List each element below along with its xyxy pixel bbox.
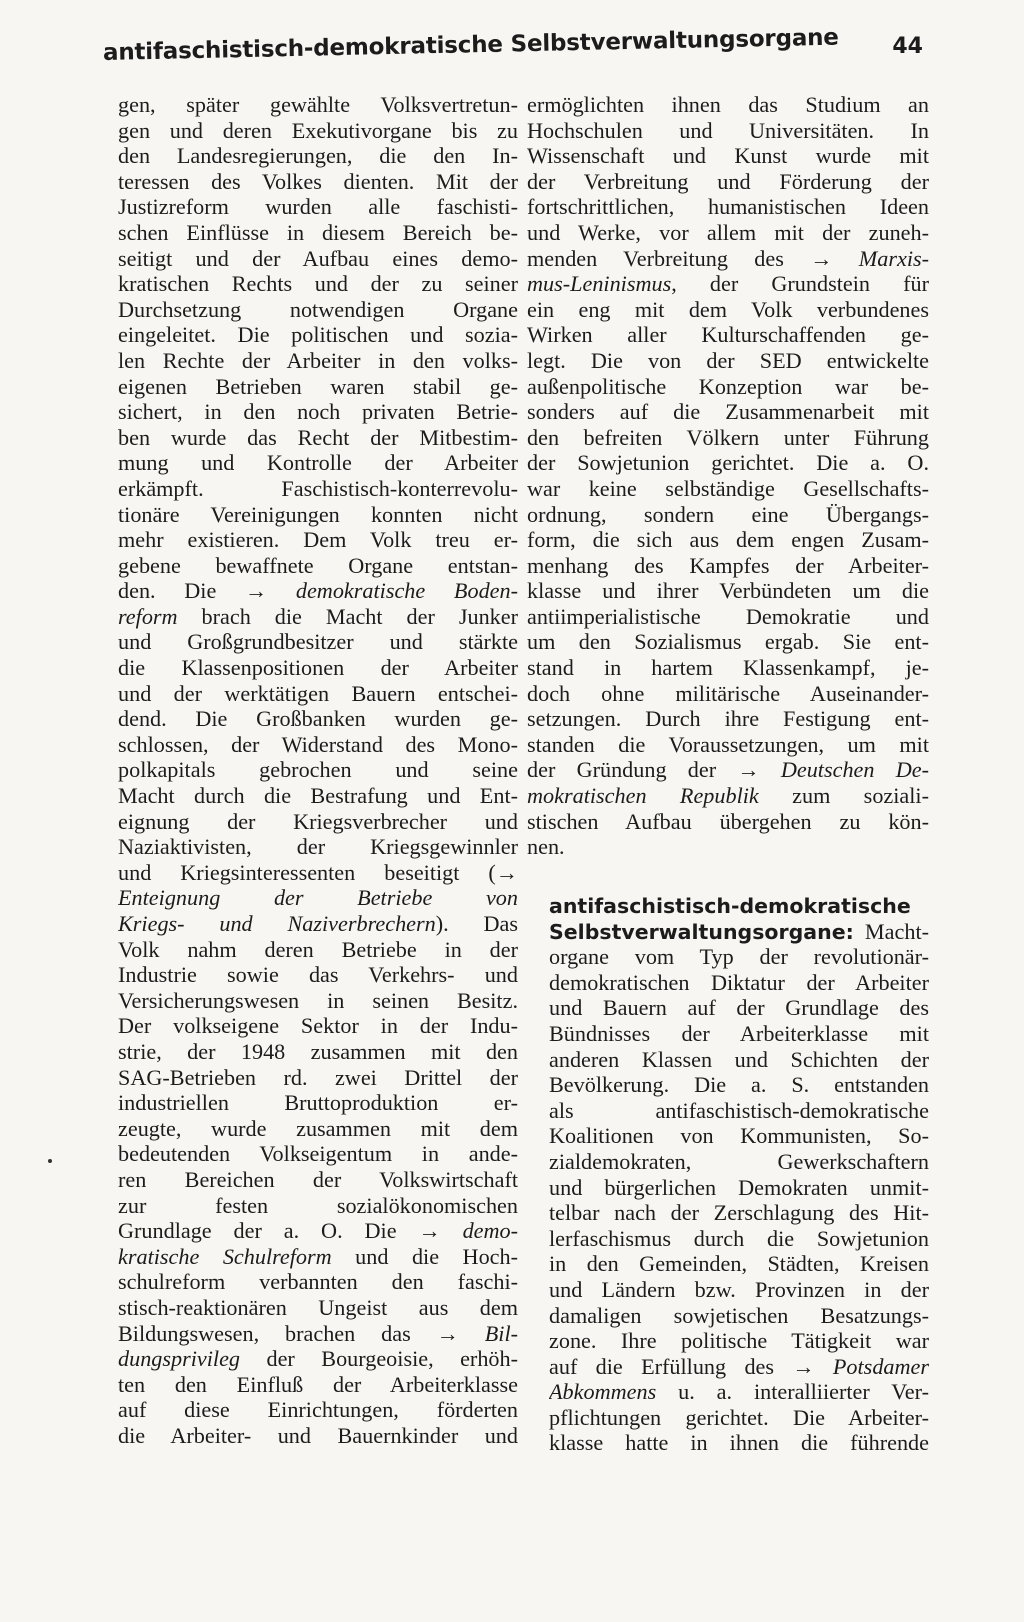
entry-headword: antifaschistisch-demokratische — [549, 894, 911, 918]
text-line: schlossen, der Widerstand des Mono- — [118, 731, 518, 757]
cross-reference[interactable]: Bil- — [484, 1320, 518, 1346]
text-line: dend. Die Großbanken wurden ge- — [118, 706, 518, 732]
text-line: Grundlage der a. O. Die → demo- — [118, 1218, 518, 1244]
text-line: menhang des Kampfes der Arbeiter- — [527, 552, 929, 578]
entry-heading — [549, 893, 929, 919]
text-line — [118, 885, 518, 911]
text-line: strie, der 1948 zusammen mit den — [118, 1038, 518, 1064]
text-line: eignung der Kriegsverbrecher und — [118, 808, 518, 834]
text-line: Selbstverwaltungsorgane: Macht- — [549, 918, 929, 944]
text-line: und der werktätigen Bauern entschei- — [118, 680, 518, 706]
cross-reference[interactable]: demo- — [462, 1218, 518, 1244]
text-line: len Rechte der Arbeiter in den volks- — [118, 347, 518, 373]
text-line: den Landesregierungen, die den In- — [118, 143, 518, 169]
text-line: mokratischen Republik zum soziali- — [527, 783, 929, 809]
text-line: die Klassenpositionen der Arbeiter — [118, 655, 518, 681]
text-line: als antifaschistisch-demokratische — [549, 1097, 929, 1123]
text-line: und Werke, vor allem mit der zuneh- — [527, 219, 929, 245]
cross-reference[interactable]: Marxis- — [858, 245, 929, 271]
dictionary-entry — [549, 893, 929, 1456]
cross-reference[interactable]: dungsprivileg — [118, 1346, 241, 1372]
text-line: außenpolitische Konzeption war be- — [527, 373, 929, 399]
cross-reference[interactable]: Abkommens — [549, 1379, 657, 1405]
text-line: die Arbeiter- und Bauernkinder und — [118, 1422, 518, 1448]
text-line: teressen des Volkes dienten. Mit der — [118, 168, 518, 194]
text-line: mus-Leninismus, der Grundstein für — [527, 271, 929, 297]
text-line: pflichtungen gerichtet. Die Arbeiter- — [549, 1404, 929, 1430]
text-line: doch ohne militärische Auseinander- — [527, 680, 929, 706]
text-line: industriellen Bruttoproduktion er- — [118, 1090, 518, 1116]
text-line: stisch-reaktionären Ungeist aus dem — [118, 1294, 518, 1320]
text-line: mehr existieren. Dem Volk treu er- — [118, 527, 518, 553]
text-line: polkapitals gebrochen und seine — [118, 757, 518, 783]
text-line: Kriegs- und Naziverbrechern). Das — [118, 911, 518, 936]
text-line: schulreform verbannten den faschi- — [118, 1269, 518, 1295]
text-line: ten den Einfluß der Arbeiterklasse — [118, 1371, 518, 1397]
text-line: den befreiten Völkern unter Führung — [527, 424, 929, 450]
text-line: und Bauern auf der Grundlage des — [549, 995, 929, 1021]
text-line: anderen Klassen und Schichten der — [549, 1046, 929, 1072]
text-line: zeugte, wurde zusammen mit dem — [118, 1115, 518, 1141]
text-line: nen. — [527, 834, 565, 860]
cross-reference[interactable]: mus-Leninismus — [527, 271, 672, 297]
text-line: menden Verbreitung des → Marxis- — [527, 245, 929, 271]
entry-headword: Selbstverwaltungsorgane: — [549, 919, 854, 944]
text-line: Macht durch die Bestrafung und Ent- — [118, 783, 518, 809]
text-line: telbar nach der Zerschlagung des Hit- — [549, 1200, 929, 1226]
text-line: Koalitionen von Kommunisten, So- — [549, 1123, 929, 1149]
text-line: erkämpft. Faschistisch-konterrevolu- — [118, 475, 518, 501]
text-line: war keine selbständige Gesellschafts- — [527, 475, 929, 501]
text-line: schen Einflüsse in diesem Bereich be- — [118, 219, 518, 245]
text-line: sichert, in den noch privaten Betrie- — [118, 399, 518, 425]
text-line: und bürgerlichen Demokraten unmit- — [549, 1174, 929, 1200]
cross-reference[interactable]: Potsdamer — [832, 1353, 929, 1379]
text-line: dungsprivileg der Bourgeoisie, erhöh- — [118, 1346, 518, 1372]
text-line: Bevölkerung. Die a. S. entstanden — [549, 1072, 929, 1098]
text-line: ermöglichten ihnen das Studium an — [527, 92, 929, 117]
text-line: gen und deren Exekutivorgane bis zu — [118, 117, 518, 143]
text-line: Justizreform wurden alle faschisti- — [118, 194, 518, 220]
text-line: standen die Voraussetzungen, um mit — [527, 731, 929, 757]
cross-reference[interactable]: reform — [118, 603, 178, 629]
text-line: auf diese Einrichtungen, förderten — [118, 1397, 518, 1423]
text-line: stischen Aufbau übergehen zu kön- — [527, 808, 929, 834]
text-line: zone. Ihre politische Tätigkeit war — [549, 1328, 929, 1354]
text-line: Bildungswesen, brachen das → Bil- — [118, 1320, 518, 1346]
text-line: seitigt und der Aufbau eines demo- — [118, 245, 518, 271]
text-line: Wirken aller Kulturschaffenden ge- — [527, 322, 929, 348]
text-line: setzungen. Durch ihre Festigung ent- — [527, 706, 929, 732]
text-line: antiimperialistische Demokratie und — [527, 603, 929, 629]
text-line: in den Gemeinden, Städten, Kreisen — [549, 1251, 929, 1277]
text-line: und Ländern bzw. Provinzen in der — [549, 1276, 929, 1302]
text-line: Naziaktivisten, der Kriegsgewinnler — [118, 834, 518, 860]
margin-dot — [48, 1159, 52, 1163]
text-line: klasse hatte in ihnen die führende — [549, 1430, 929, 1456]
cross-reference[interactable]: Kriegs- und Naziverbrechern — [118, 911, 436, 936]
text-line: legt. Die von der SED entwickelte — [527, 347, 929, 373]
text-line: Der volkseigene Sektor in der Indu- — [118, 1013, 518, 1039]
text-line: zur festen sozialökonomischen — [118, 1192, 518, 1218]
text-line: auf die Erfüllung des → Potsdamer — [549, 1353, 929, 1379]
text-line: der Sowjetunion gerichtet. Die a. O. — [527, 450, 929, 476]
text-line: eigenen Betrieben waren stabil ge- — [118, 373, 518, 399]
text-line: gebene bewaffnete Organe entstan- — [118, 552, 518, 578]
cross-reference[interactable]: kratische Schulreform — [118, 1243, 332, 1269]
text-line: ben wurde das Recht der Mitbestim- — [118, 424, 518, 450]
page-header — [102, 24, 923, 78]
text-line: um den Sozialismus ergab. Sie ent- — [527, 629, 929, 655]
text-line: der Gründung der → Deutschen De- — [527, 757, 929, 783]
text-line: tionäre Vereinigungen konnten nicht — [118, 501, 518, 527]
text-line: sonders auf die Zusammenarbeit mit — [527, 399, 929, 425]
text-line: reform brach die Macht der Junker — [118, 603, 518, 629]
text-line: Durchsetzung notwendigen Organe — [118, 296, 518, 322]
text-line: und Großgrundbesitzer und stärkte — [118, 629, 518, 655]
text-line: demokratischen Diktatur der Arbeiter — [549, 969, 929, 995]
text-line: kratischen Rechts und der zu seiner — [118, 271, 518, 297]
text-line: Abkommens u. a. interalliierter Ver- — [549, 1379, 929, 1405]
cross-reference[interactable]: mokratischen Republik — [527, 783, 759, 809]
text-line: fortschrittlichen, humanistischen Ideen — [527, 194, 929, 220]
cross-reference[interactable]: demokratische Boden- — [295, 578, 518, 604]
page-number: 44 — [892, 34, 923, 59]
text-line: stand in hartem Klassenkampf, je- — [527, 655, 929, 681]
text-line: bedeutenden Volkseigentum in ande- — [118, 1141, 518, 1167]
left-column — [118, 92, 518, 1448]
text-line: der Verbreitung und Förderung der — [527, 168, 929, 194]
text-line: Hochschulen und Universitäten. In — [527, 117, 929, 143]
cross-reference[interactable]: Enteignung der Betriebe von — [118, 885, 518, 911]
text-line: kratische Schulreform und die Hoch- — [118, 1243, 518, 1269]
text-line: ren Bereichen der Volkswirtschaft — [118, 1166, 518, 1192]
text-line: ordnung, sondern eine Übergangs- — [527, 501, 929, 527]
text-line: damaligen sowjetischen Besatzungs- — [549, 1302, 929, 1328]
text-line: gen, später gewählte Volksvertretun- — [118, 92, 518, 117]
text-line: eingeleitet. Die politischen und sozia- — [118, 322, 518, 348]
text-line: Industrie sowie das Verkehrs- und — [118, 962, 518, 988]
text-line: und Kriegsinteressenten beseitigt (→ — [118, 859, 518, 885]
text-line: Wissenschaft und Kunst wurde mit — [527, 143, 929, 169]
text-line: SAG-Betrieben rd. zwei Drittel der — [118, 1064, 518, 1090]
running-head: antifaschistisch-demokratische Selbstverwaltungsorgane — [102, 24, 839, 66]
text-line: Versicherungswesen in seinen Besitz. — [118, 987, 518, 1013]
text-line: Bündnisses der Arbeiterklasse mit — [549, 1020, 929, 1046]
text-line: lerfaschismus durch die Sowjetunion — [549, 1225, 929, 1251]
text-line: form, die sich aus dem engen Zusam- — [527, 527, 929, 553]
text-line: den. Die → demokratische Boden- — [118, 578, 518, 604]
right-column — [527, 92, 929, 860]
text-line: zialdemokraten, Gewerkschaftern — [549, 1148, 929, 1174]
text-line: Volk nahm deren Betriebe in der — [118, 936, 518, 962]
text-line: klasse und ihrer Verbündeten um die — [527, 578, 929, 604]
cross-reference[interactable]: Deutschen De- — [780, 757, 929, 783]
text-line: mung und Kontrolle der Arbeiter — [118, 450, 518, 476]
text-line: organe vom Typ der revolutionär- — [549, 944, 929, 970]
text-line: ein eng mit dem Volk verbundenes — [527, 296, 929, 322]
